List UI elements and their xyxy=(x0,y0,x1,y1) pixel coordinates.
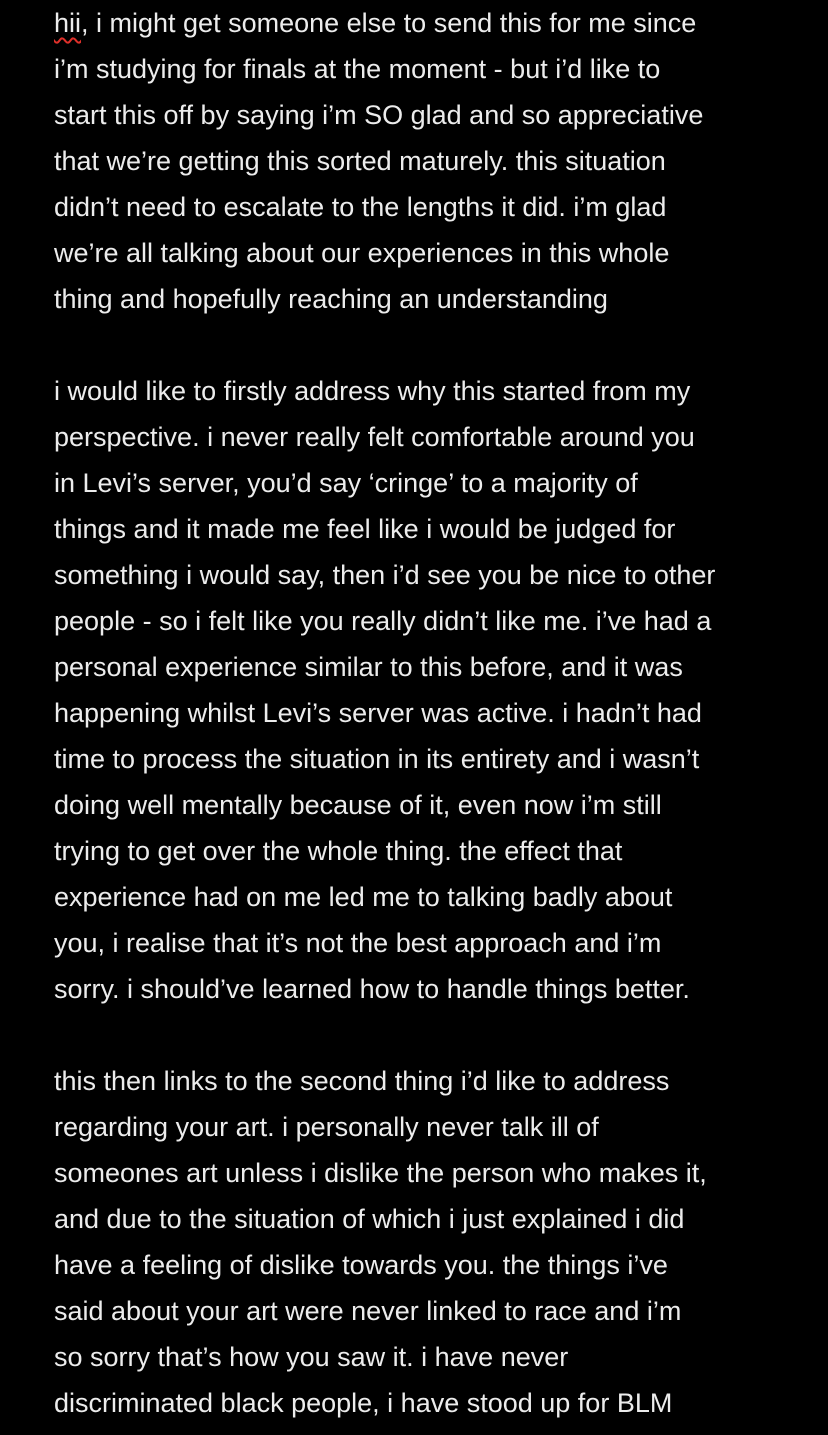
note-line: doing well mentally because of it, even now i’m still xyxy=(54,790,662,820)
note-line: said about your art were never linked to race and i’m xyxy=(54,1296,682,1326)
note-line: you, i realise that it’s not the best approach and i’m xyxy=(54,928,662,958)
note-line-text: , i might get someone else to send this for me since xyxy=(81,8,697,38)
note-line: that we’re getting this sorted maturely. this situation xyxy=(54,146,666,176)
note-line: in Levi’s server, you’d say ‘cringe’ to a majority of xyxy=(54,468,638,498)
note-line: didn’t need to escalate to the lengths it did. i’m glad xyxy=(54,192,667,222)
note-line: i would like to firstly address why this started from my xyxy=(54,376,691,406)
note-line: personal experience similar to this before, and it was xyxy=(54,652,683,682)
misspelled-word[interactable]: hii xyxy=(54,8,82,38)
note-line: sorry. i should’ve learned how to handle things better. xyxy=(54,974,690,1004)
note-line: time to process the situation in its entirety and i wasn’t xyxy=(54,744,700,774)
note-line: so sorry that’s how you saw it. i have never xyxy=(54,1342,569,1372)
note-line: thing and hopefully reaching an understanding xyxy=(54,284,608,314)
note-line: trying to get over the whole thing. the effect that xyxy=(54,836,623,866)
note-line: perspective. i never really felt comfortable around you xyxy=(54,422,695,452)
note-line: things and it made me feel like i would be judged for xyxy=(54,514,676,544)
note-line: regarding your art. i personally never talk ill of xyxy=(54,1112,599,1142)
note-line: someones art unless i dislike the person who makes it, xyxy=(54,1158,707,1188)
note-line: this then links to the second thing i’d like to address xyxy=(54,1066,670,1096)
note-line: start this off by saying i’m SO glad and so appreciative xyxy=(54,100,704,130)
note-line: people - so i felt like you really didn’t like me. i’ve had a xyxy=(54,606,712,636)
paragraph-3 xyxy=(54,1058,784,1426)
note-line: i’m studying for finals at the moment - but i’d like to xyxy=(54,54,661,84)
note-line: we’re all talking about our experiences in this whole xyxy=(54,238,670,268)
note-line: have a feeling of dislike towards you. the things i’ve xyxy=(54,1250,668,1280)
note-line: something i would say, then i’d see you be nice to other xyxy=(54,560,716,590)
note-line: happening whilst Levi’s server was active. i hadn’t had xyxy=(54,698,702,728)
paragraph-spacer xyxy=(54,1012,784,1058)
note-line: discriminated black people, i have stood up for BLM xyxy=(54,1388,673,1418)
note-body[interactable] xyxy=(54,0,784,1426)
note-line: and due to the situation of which i just explained i did xyxy=(54,1204,685,1234)
paragraph-spacer xyxy=(54,322,784,368)
paragraph-1 xyxy=(54,46,784,322)
note-line: experience had on me led me to talking badly about xyxy=(54,882,673,912)
paragraph-2 xyxy=(54,368,784,1012)
note-line xyxy=(54,0,784,46)
